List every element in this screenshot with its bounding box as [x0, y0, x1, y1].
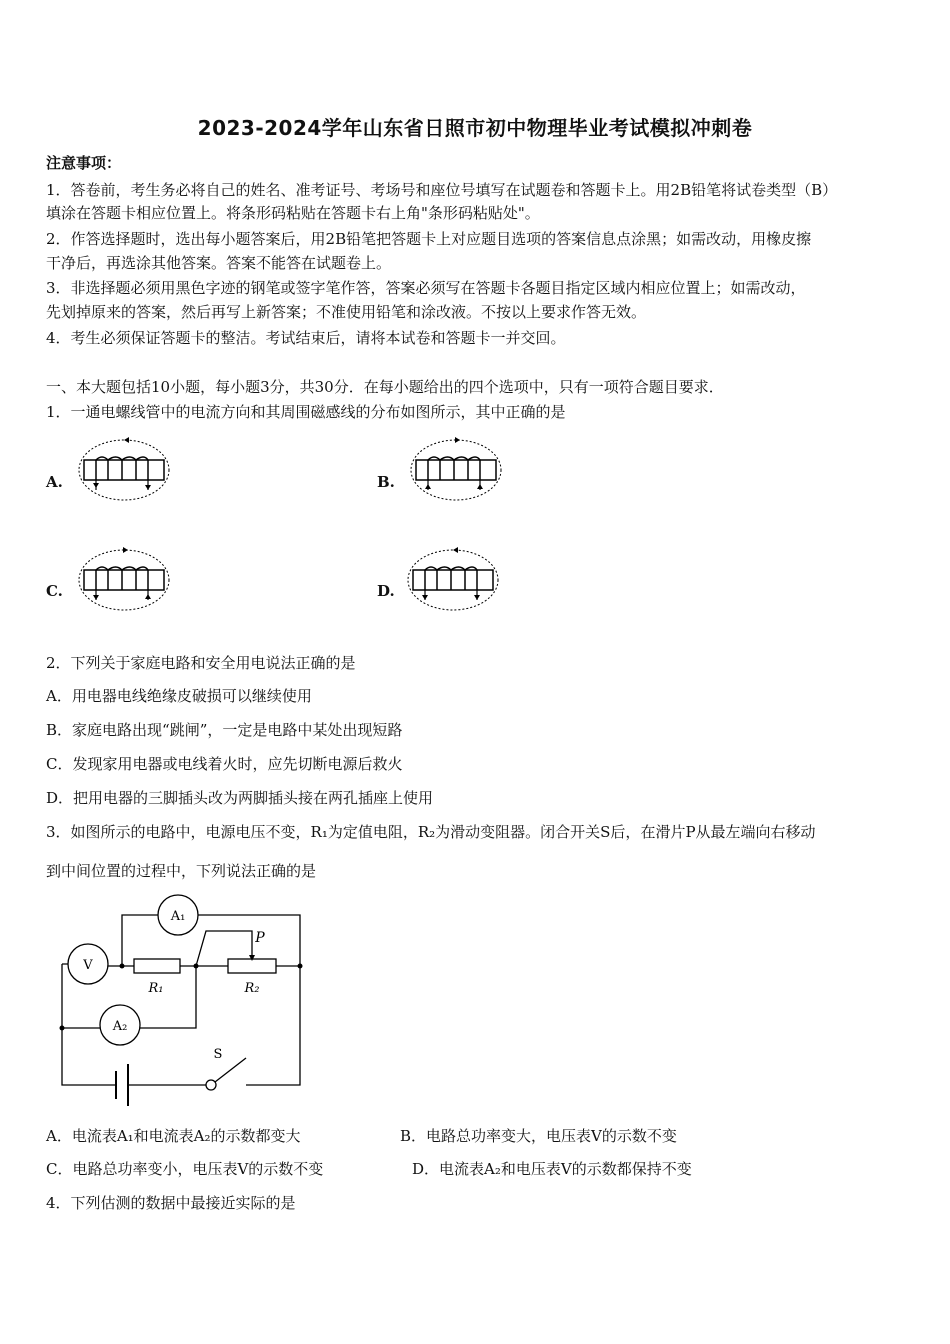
- switch-symbol: [206, 1080, 216, 1090]
- q2-option-a: A．用电器电线绝缘皮破损可以继续使用: [46, 687, 312, 705]
- notice-line: 2．作答选择题时，选出每小题答案后，用2B铅笔把答题卡上对应题目选项的答案信息点涂黑；如需改动，用橡皮擦: [46, 230, 812, 248]
- q3-option-a: A．电流表A₁和电流表A₂的示数都变大: [46, 1127, 301, 1145]
- q2-option-b: B．家庭电路出现“跳闸”，一定是电路中某处出现短路: [46, 721, 403, 739]
- q1-option-b-label: B.: [377, 473, 395, 491]
- solenoid-figure-a: [76, 436, 174, 506]
- resistor-r1-symbol: [134, 959, 180, 973]
- label-a2: A₂: [112, 1019, 128, 1034]
- solenoid-figure-b: [408, 436, 506, 506]
- q2-option-d: D．把用电器的三脚插头改为两脚插头接在两孔插座上使用: [46, 789, 434, 807]
- solenoid-figure-d: [405, 546, 503, 616]
- q1-option-a-label: A.: [46, 473, 63, 491]
- q3-option-b: B．电路总功率变大，电压表V的示数不变: [400, 1127, 677, 1145]
- label-v: V: [83, 958, 93, 973]
- q1-option-c-label: C.: [46, 582, 63, 600]
- notice-line: 1．答卷前，考生务必将自己的姓名、准考证号、考场号和座位号填写在试题卷和答题卡上。用2B铅笔将试卷类型（B）: [46, 181, 838, 199]
- notice-line: 先划掉原来的答案，然后再写上新答案；不准使用铅笔和涂改液。不按以上要求作答无效。: [46, 303, 647, 321]
- question-2-stem: 2．下列关于家庭电路和安全用电说法正确的是: [46, 654, 356, 672]
- section-heading: 一、本大题包括10小题，每小题3分，共30分．在每小题给出的四个选项中，只有一项符合题目要求．: [46, 378, 724, 396]
- question-3-stem-line1: 3．如图所示的电路中，电源电压不变，R₁为定值电阻，R₂为滑动变阻器。闭合开关S后，在滑片P从最左端向右移动: [46, 823, 816, 841]
- label-p: P: [255, 930, 265, 946]
- q1-option-d-label: D.: [377, 582, 395, 600]
- battery-symbol: [116, 1064, 128, 1106]
- page-title: 2023-2024学年山东省日照市初中物理毕业考试模拟冲刺卷: [197, 116, 753, 140]
- question-4-stem: 4．下列估测的数据中最接近实际的是: [46, 1194, 296, 1212]
- solenoid-figure-c: [76, 546, 174, 616]
- label-r1: R₁: [148, 981, 164, 996]
- circuit-diagram: [56, 888, 316, 1110]
- label-s: S: [213, 1047, 223, 1062]
- notice-line: 4．考生必须保证答题卡的整洁。考试结束后，请将本试卷和答题卡一并交回。: [46, 329, 566, 347]
- notice-line: 3．非选择题必须用黑色字迹的钢笔或签字笔作答，答案必须写在答题卡各题目指定区域内相应位置上；如需改动，: [46, 279, 806, 297]
- notice-line: 干净后，再选涂其他答案。答案不能答在试题卷上。: [46, 254, 392, 272]
- label-a1: A₁: [170, 909, 186, 924]
- q3-option-d: D．电流表A₂和电压表V的示数都保持不变: [412, 1160, 692, 1178]
- question-1-stem: 1．一通电螺线管中的电流方向和其周围磁感线的分布如图所示，其中正确的是: [46, 403, 566, 421]
- notice-line: 填涂在答题卡相应位置上。将条形码粘贴在答题卡右上角"条形码粘贴处"。: [46, 204, 540, 222]
- notice-heading: 注意事项：: [46, 154, 122, 172]
- label-r2: R₂: [244, 981, 260, 996]
- q2-option-c: C．发现家用电器或电线着火时，应先切断电源后救火: [46, 755, 403, 773]
- question-3-stem-line2: 到中间位置的过程中，下列说法正确的是: [46, 862, 317, 880]
- q3-option-c: C．电路总功率变小，电压表V的示数不变: [46, 1160, 324, 1178]
- rheostat-r2-symbol: [228, 959, 276, 973]
